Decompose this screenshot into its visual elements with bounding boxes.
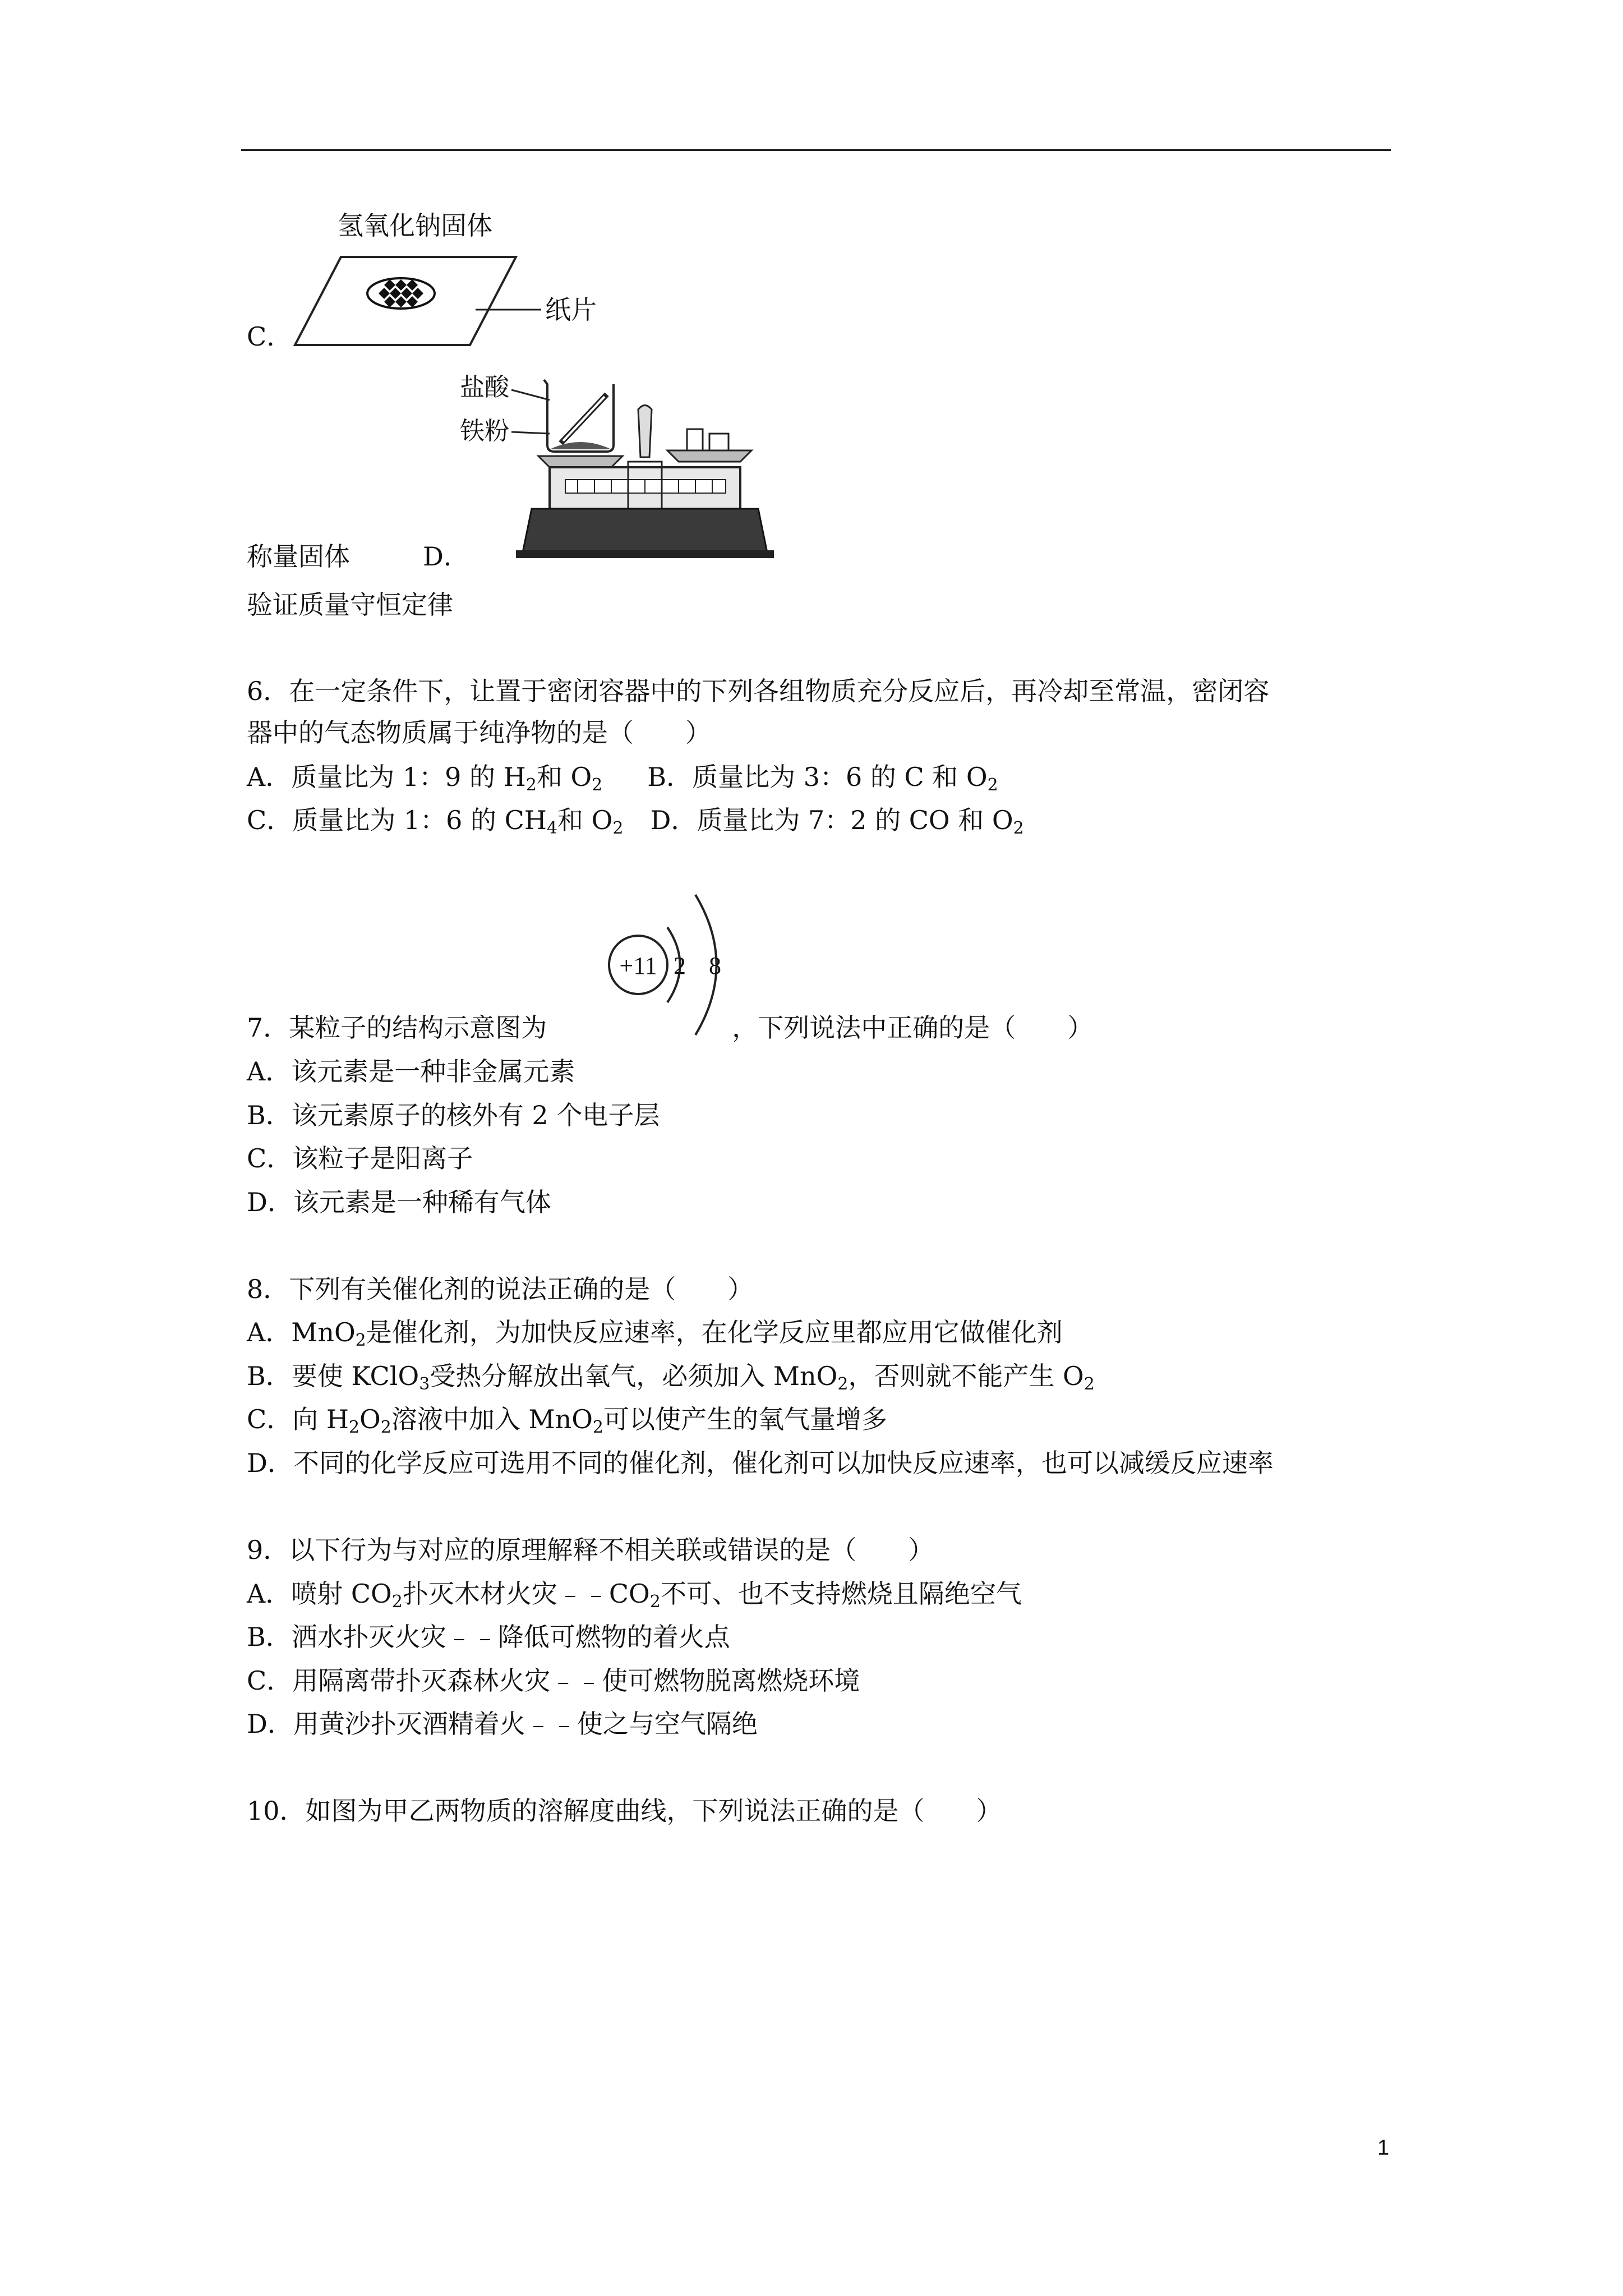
q8-stem: 8．下列有关催化剂的说法正确的是（ ） [247,1274,754,1304]
figure-balance-with-beaker [460,367,774,567]
q9-stem: 9．以下行为与对应的原理解释不相关联或错误的是（ ） [247,1535,934,1565]
q7-stem: 7．某粒子的结构示意图为 ，下列说法中正确的是（ ） [247,1013,1094,1043]
q8-option-a: A．MnO$_2$是催化剂，为加快反应速率，在化学反应里都应用它做催化剂 [247,1317,1063,1350]
label-hydrochloric-acid: 盐酸 [460,373,509,402]
q6-stem-line1: 6．在一定条件下，让置于密闭容器中的下列各组物质充分反应后，再冷却至常温，密闭容 [247,676,1270,706]
q6-option-b: B．质量比为 3：6 的 C 和 $O_2$ [647,762,998,795]
q9-option-a: A．喷射 $CO_2$扑灭木材火灾$﹣﹣CO_2$不可、也不支持燃烧且隔绝空气 [247,1579,1022,1612]
shell-1-electrons: 2 [674,952,686,979]
q10-stem: 10．如图为甲乙两物质的溶解度曲线，下列说法正确的是（ ） [247,1796,1002,1826]
page-number: 1 [1377,2136,1390,2160]
q8-option-b: B．要使 KClO$_3$受热分解放出氧气，必须加入 MnO$_2$，否则就不能产生 $O_2$ [247,1361,1095,1394]
header-rule [241,149,1391,151]
weight-large [709,434,728,450]
option-c-label: C． [247,321,293,352]
q9-option-d: D．用黄沙扑灭酒精着火﹣﹣使之与空气隔绝 [247,1709,758,1739]
q9-option-c: C．用隔离带扑灭森林火灾﹣﹣使可燃物脱离燃烧环境 [247,1665,860,1696]
q6-option-a: A．质量比为 1：9 的 $H_2$和 $O_2$ [247,762,603,795]
figure-sodium-hydroxide-on-paper [292,208,606,359]
q6-options-cd [247,803,1024,837]
option-c-caption [247,540,469,573]
right-pan [667,450,751,462]
iron-powder [550,442,611,449]
q8-option-c: C．向 $H_2O_2$溶液中加入 MnO$_2$可以使产生的氧气量增多 [247,1404,887,1437]
figure-c-caption-side: 纸片 [545,295,597,325]
balance-pointer [638,406,652,458]
balance-base [523,509,767,553]
q6-stem-line2: 器中的气态物质属于纯净物的是（ ） [247,717,711,748]
weight-small [687,429,703,450]
q8-option-d: D．不同的化学反应可选用不同的催化剂，催化剂可以加快反应速率，也可以减缓反应速率 [247,1448,1274,1478]
option-c-caption-text: 称量固体 [247,541,350,572]
left-pan [538,456,623,467]
figure-c-caption-top: 氢氧化钠固体 [338,210,492,241]
nucleus-charge: +11 [619,952,657,979]
q6-options-ab [247,760,998,794]
q7-option-b: B．该元素原子的核外有 2 个电子层 [247,1100,660,1130]
q9-option-b: B．洒水扑灭火灾﹣﹣降低可燃物的着火点 [247,1622,730,1652]
beaker [544,380,614,452]
q7-option-a: A．该元素是一种非金属元素 [247,1056,575,1087]
option-d-label: D． [423,541,469,572]
q7-option-d: D．该元素是一种稀有气体 [247,1187,551,1217]
shell-2-electrons: 8 [709,952,721,979]
q6-option-d: D．质量比为 7：2 的 CO 和 $O_2$ [650,805,1024,838]
q6-option-c: C．质量比为 1：6 的 $CH_4$和 $O_2$ [247,805,624,838]
option-d-caption: 验证质量守恒定律 [247,590,453,620]
q7-option-c: C．该粒子是阳离子 [247,1143,473,1174]
label-iron-powder: 铁粉 [460,417,509,445]
